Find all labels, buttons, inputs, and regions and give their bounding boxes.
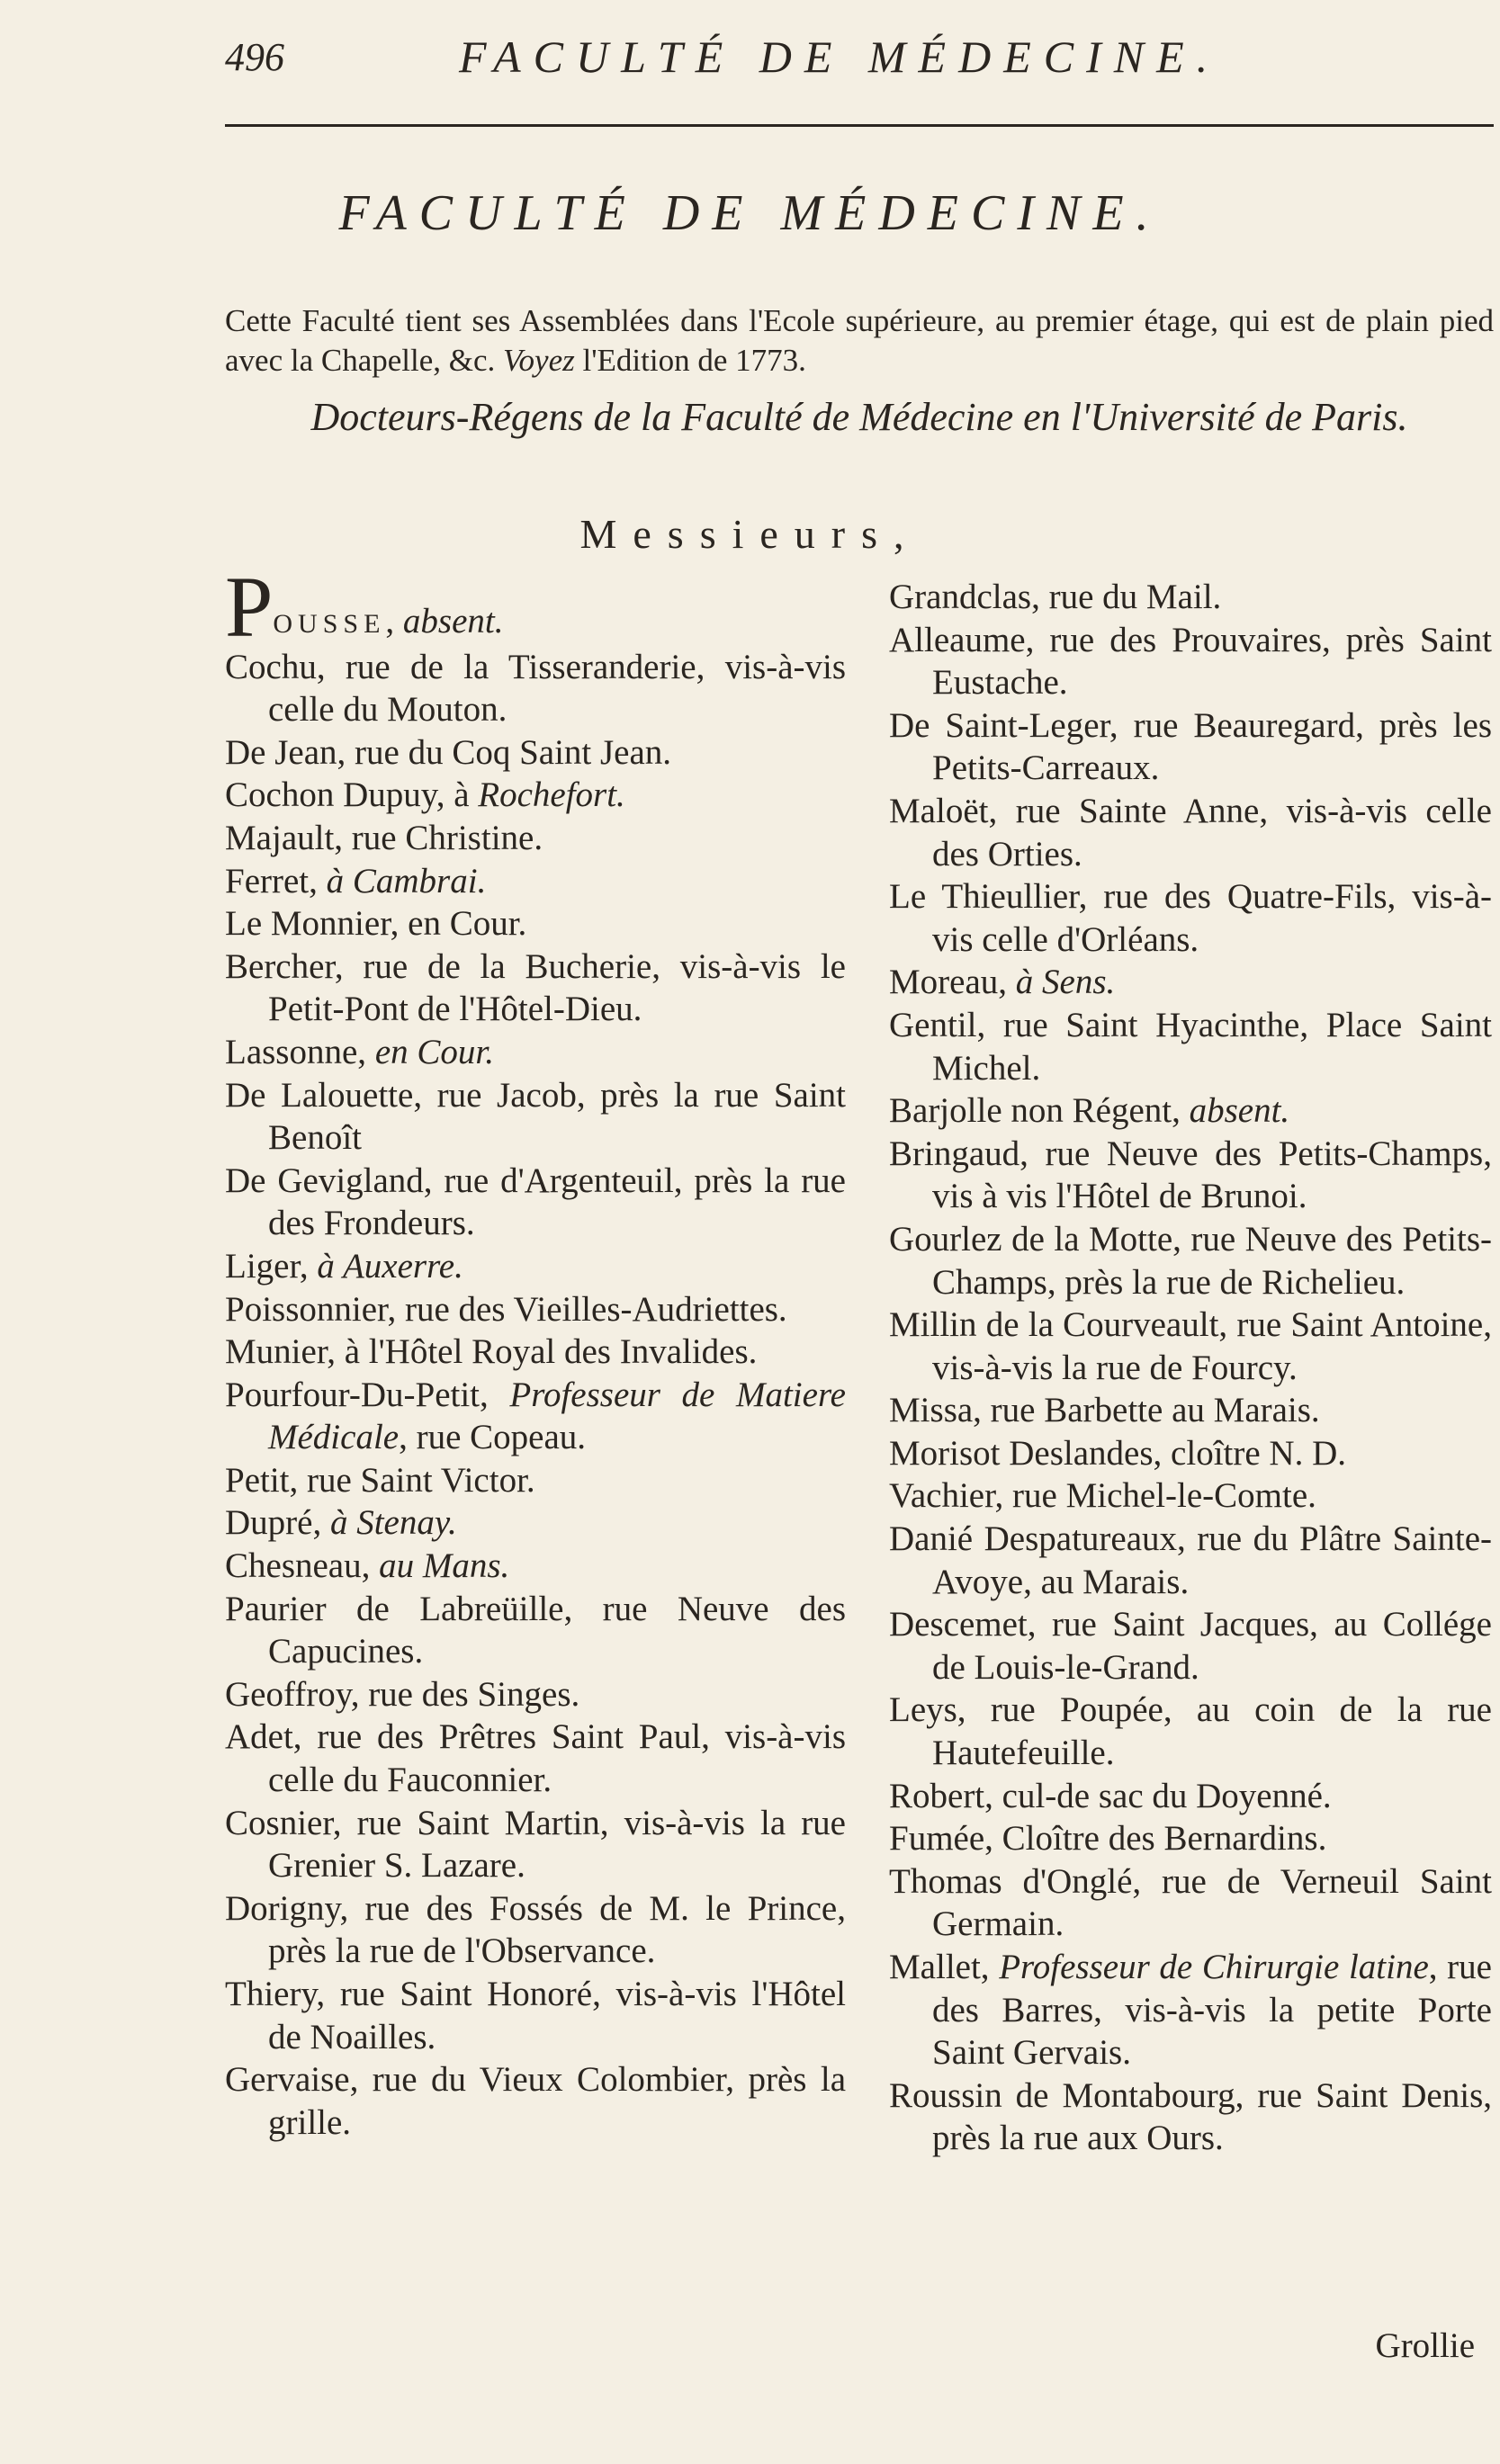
list-entry [225,1245,846,1288]
list-entry [889,790,1492,875]
salutation: Messieurs, [579,511,921,557]
list-entry [889,961,1492,1004]
running-head [225,27,1338,90]
list-entry [225,1501,846,1545]
list-entry [889,1474,1492,1518]
entry-text: Cosnier, rue Saint Martin, vis-à-vis la rue Grenier S. Lazare. [225,1803,846,1886]
entry-text: Thomas d'Onglé, rue de Verneuil Saint Germain. [889,1861,1492,1944]
entry-text: De Saint-Leger, rue Beauregard, près les Petits-Carreaux. [889,705,1492,788]
list-entry [889,1089,1492,1133]
entry-text: Dorigny, rue des Fossés de M. le Prince, près la rue de l'Observance. [225,1888,846,1971]
entry-text: Gervaise, rue du Vieux Colombier, près la grille. [225,2060,846,2142]
list-entry [225,1545,846,1588]
entry-italic: en Cour. [374,1032,494,1071]
entry-text: Leys, rue Poupée, au coin de la rue Hautefeuille. [889,1690,1492,1773]
entry-text: Mallet, [889,1948,1000,1986]
list-entry [225,2058,846,2144]
intro-text-end: l'Edition de 1773. [574,343,806,378]
entry-italic: à Sens. [1015,963,1116,1002]
list-entry [889,619,1492,704]
entry-text: Cochon Dupuy, à [225,775,479,815]
list-entry [889,576,1492,619]
entry-text: De Lalouette, rue Jacob, près la rue Saint Benoît [225,1075,846,1158]
list-entry [889,704,1492,790]
list-entry [225,1031,846,1074]
list-entry [889,1946,1492,2074]
entry-text: Danié Despatureaux, rue du Plâtre Sainte-Avoye, au Marais. [889,1519,1492,1601]
list-entry [889,1860,1492,1946]
list-entry [889,1304,1492,1389]
list-entry [889,1218,1492,1304]
entry-text: Le Thieullier, rue des Quatre-Fils, vis-à-vis celle d'Orléans. [889,877,1492,959]
list-entry [225,1802,846,1887]
entry-text: Ferret, [225,861,327,900]
page-number: 496 [225,35,284,79]
list-entry [889,1775,1492,1818]
entry-text: Munier, à l'Hôtel Royal des Invalides. [225,1332,758,1372]
list-entry [225,1973,846,2058]
entry-text: Thiery, rue Saint Honoré, vis-à-vis l'Hôtel de Noailles. [225,1975,846,2056]
entry-italic: Professeur de Matiere Médicale [268,1375,846,1457]
first-entry-note: absent. [402,602,504,641]
entry-text-after: , rue des Barres, vis-à-vis la petite Porte Saint Gervais. [932,1948,1492,2073]
right-column [889,576,1492,2160]
page-title: FACULTÉ DE MÉDECINE. [338,185,1162,241]
entry-text: Morisot Deslandes, cloître N. D. [889,1433,1346,1473]
list-entry [225,860,846,903]
list-entry [225,1074,846,1160]
list-entry [889,1518,1492,1603]
entry-text: Vachier, rue Michel-le-Comte. [889,1476,1316,1516]
first-entry-separator: , [385,602,403,641]
list-entry [225,1716,846,1801]
list-entry [225,1331,846,1374]
list-entry [225,902,846,945]
list-entry [225,945,846,1031]
list-entry [889,875,1492,961]
entry-text: Chesneau, [225,1546,380,1586]
list-entry [225,1459,846,1502]
entry-text: Adet, rue des Prêtres Saint Paul, vis-à-vis celle du Fauconnier. [225,1717,846,1800]
entry-italic: absent. [1189,1091,1290,1131]
list-entry [225,774,846,817]
list-entry [225,817,846,860]
intro-italic: Voyez [503,343,575,378]
entry-italic: à Cambrai. [326,861,487,900]
entry-text: Roussin de Montabourg, rue Saint Denis, près la rue aux Ours. [889,2075,1492,2158]
entry-text: Liger, [225,1246,318,1286]
list-entry [889,1004,1492,1089]
entry-text: Alleaume, rue des Prouvaires, près Saint Eustache. [889,620,1492,703]
entry-text: Bringaud, rue Neuve des Petits-Champs, vis à vis l'Hôtel de Brunoi. [889,1133,1492,1216]
entry-italic: au Mans. [379,1546,510,1586]
entry-text-after: , rue Copeau. [399,1418,587,1457]
list-entry [225,646,846,731]
entry-text: Lassonne, [225,1032,375,1071]
entry-italic: Rochefort. [478,775,625,815]
entry-text: Missa, rue Barbette au Marais. [889,1391,1320,1430]
running-title: FACULTÉ DE MÉDECINE. [459,31,1221,82]
entry-text: Petit, rue Saint Victor. [225,1460,535,1500]
first-entry [225,559,846,655]
entry-text: Millin de la Courveault, rue Saint Antoine, vis-à-vis la rue de Fourcy. [889,1305,1492,1387]
entry-text: Gentil, rue Saint Hyacinthe, Place Saint Michel. [889,1005,1492,1088]
header-rule [225,124,1494,127]
entry-text: De Jean, rue du Coq Saint Jean. [225,732,672,772]
list-entry [889,1432,1492,1475]
intro-text: Cette Faculté tient ses Assemblées dans l'Ecole supérieure, au premier étage, qui est de plain pied avec la Chapelle, &c. [225,303,1494,378]
entry-text: Cochu, rue de la Tisseranderie, vis-à-vis celle du Mouton. [225,647,846,730]
entry-italic: Professeur de Chirurgie latine [999,1948,1429,1986]
section-subtitle: Docteurs-Régens de la Faculté de Médecine en l'Université de Paris. [310,395,1408,439]
catchword: Grollie [1375,2326,1475,2365]
list-entry [225,731,846,775]
entry-text: Bercher, rue de la Bucherie, vis-à-vis le Petit-Pont de l'Hôtel-Dieu. [225,946,846,1029]
entry-text: Grandclas, rue du Mail. [889,578,1222,616]
list-entry [889,1689,1492,1774]
entry-text: Descemet, rue Saint Jacques, au Collége de Louis-le-Grand. [889,1605,1492,1687]
left-column [225,559,846,2144]
entry-text: Le Monnier, en Cour. [225,904,527,944]
list-entry [889,2074,1492,2160]
entry-text: Robert, cul-de sac du Doyenné. [889,1776,1332,1815]
entry-text: Barjolle non Régent, [889,1091,1190,1131]
entry-text: Majault, rue Christine. [225,818,543,857]
entry-text: Poissonnier, rue des Vieilles-Audriettes. [225,1289,787,1329]
entry-text: Maloët, rue Sainte Anne, vis-à-vis celle des Orties. [889,791,1492,874]
entry-text: Gourlez de la Motte, rue Neuve des Petits-Champs, près la rue de Richelieu. [889,1219,1492,1302]
list-entry [889,1817,1492,1860]
first-entry-name: OUSSE [273,609,386,639]
entry-text: Paurier de Labreüille, rue Neuve des Capucines. [225,1589,846,1671]
entry-text: Fumée, Cloître des Bernardins. [889,1819,1327,1859]
intro-paragraph [225,301,1494,381]
entry-text: Dupré, [225,1503,330,1543]
list-entry [889,1389,1492,1432]
list-entry [889,1603,1492,1689]
list-entry [225,1887,846,1973]
list-entry [225,1288,846,1331]
list-entry [889,1133,1492,1218]
list-entry [225,1374,846,1459]
entry-text: Pourfour-Du-Petit, [225,1375,510,1414]
entry-text: De Gevigland, rue d'Argenteuil, près la rue des Frondeurs. [225,1160,846,1243]
drop-cap: P [225,559,274,655]
entry-italic: à Auxerre. [317,1246,463,1286]
list-entry [225,1588,846,1673]
entry-text: Geoffroy, rue des Singes. [225,1674,580,1714]
entry-italic: à Stenay. [329,1503,457,1543]
list-entry [225,1673,846,1716]
entry-text: Moreau, [889,963,1016,1002]
list-entry [225,1160,846,1245]
